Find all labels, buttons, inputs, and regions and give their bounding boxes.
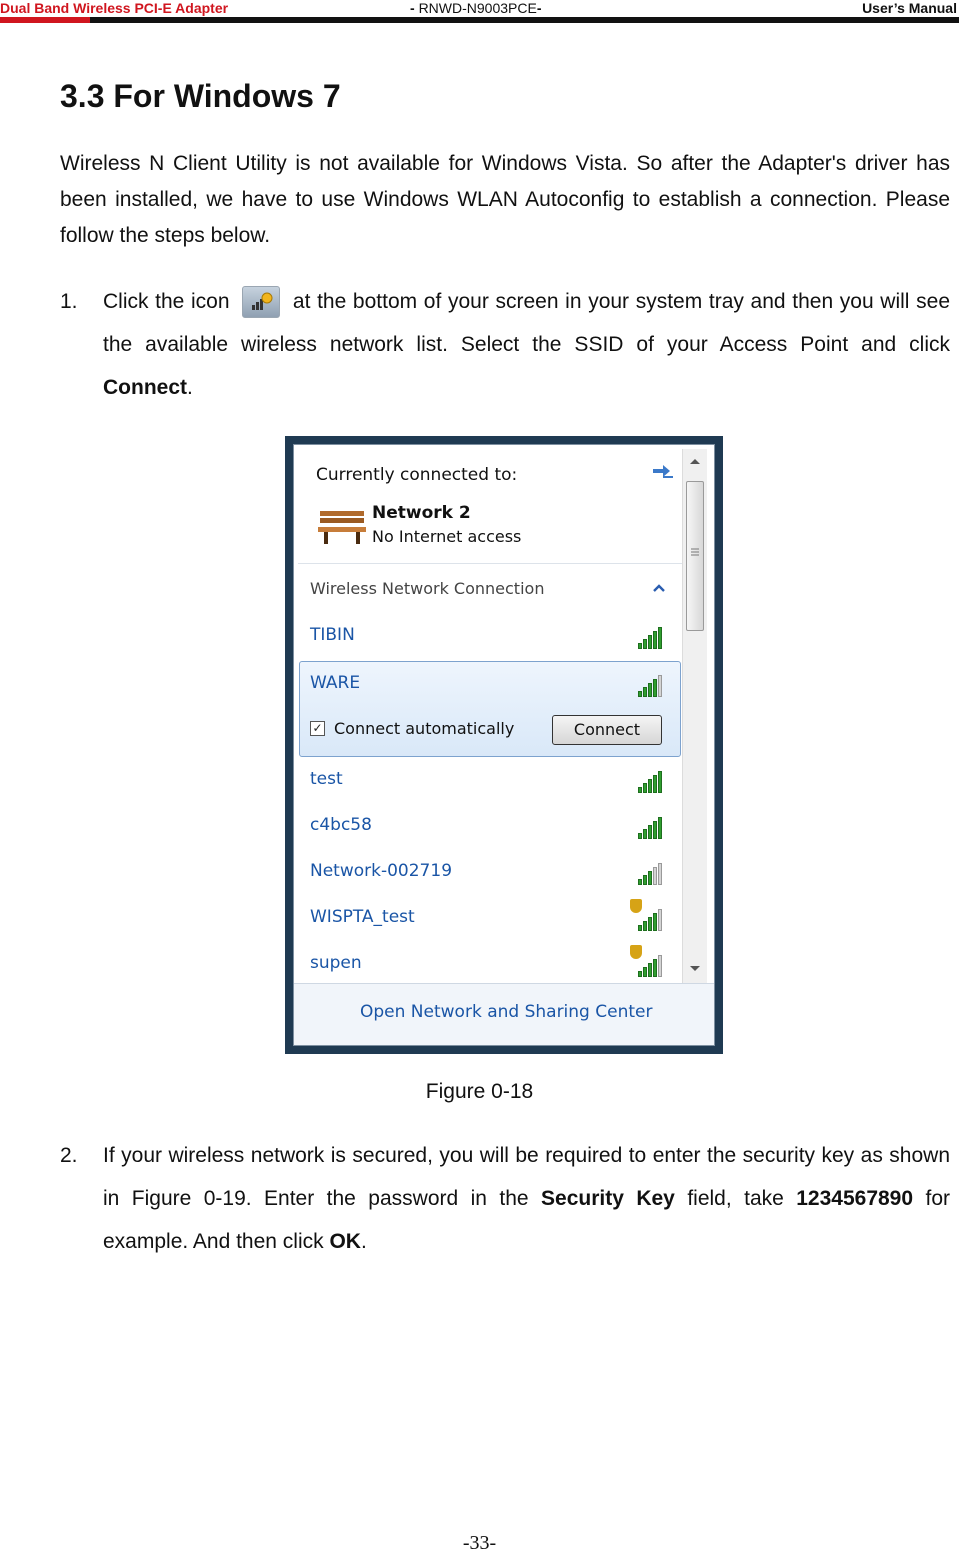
signal-bar (658, 627, 662, 649)
connected-network-name: Network 2 (372, 503, 471, 523)
signal-bar (658, 817, 662, 839)
header-red-bar (0, 17, 90, 23)
section-label: Wireless Network Connection (310, 579, 545, 598)
network-name[interactable]: WISPTA_test (310, 907, 415, 927)
grip-icon (691, 548, 699, 556)
signal-strength-icon (634, 857, 666, 885)
network-name[interactable]: TIBIN (310, 625, 355, 645)
signal-bar (643, 783, 647, 793)
signal-bar (638, 833, 642, 839)
scroll-up-icon[interactable] (689, 457, 701, 465)
connect-auto-label: Connect automatically (334, 719, 515, 738)
signal-strength-icon (634, 669, 666, 697)
signal-strength-icon (634, 811, 666, 839)
network-name[interactable]: WARE (310, 673, 361, 693)
signal-bar (648, 779, 652, 793)
wireless-tray-icon (242, 286, 280, 318)
signal-bar (638, 971, 642, 977)
signal-bar (653, 959, 657, 977)
collapse-chevron-icon[interactable] (652, 583, 666, 593)
step-2-text: If your wireless network is secured, you will be required to enter the security key as shown in Figure 0-19. Enter the password in the Security Key field, take 1234567890 for example. And then click OK. (103, 1144, 950, 1253)
connected-network-status: No Internet access (372, 527, 522, 546)
signal-bar (653, 821, 657, 839)
connect-auto-checkbox[interactable]: ✓ (310, 721, 325, 736)
page-number: -33- (462, 1532, 497, 1554)
network-name[interactable]: supen (310, 953, 362, 973)
signal-bar (638, 787, 642, 793)
header-model: - RNWD-N9003PCE- (410, 0, 542, 16)
step-1-text: Click the icon at the bottom of your screen in your system tray and then you will see the available wireless network list. Select the SSID of your Access Point and click Connect. (103, 280, 950, 409)
signal-strength-icon (634, 621, 666, 649)
divider (298, 563, 682, 564)
signal-bar (643, 639, 647, 649)
section-title: 3.3 For Windows 7 (60, 78, 341, 114)
signal-bar (653, 631, 657, 649)
signal-bar (643, 921, 647, 931)
signal-bar (658, 863, 662, 885)
signal-strength-icon (634, 765, 666, 793)
bench-icon (316, 503, 368, 547)
network-name[interactable]: Network-002719 (310, 861, 453, 881)
signal-bar (643, 967, 647, 977)
network-popup (293, 444, 715, 1046)
signal-bar (638, 925, 642, 931)
currently-connected-label: Currently connected to: (316, 465, 518, 485)
scroll-thumb[interactable] (686, 481, 704, 631)
signal-bar (653, 679, 657, 697)
security-shield-icon (630, 899, 642, 913)
page-header (0, 0, 959, 24)
network-name[interactable]: test (310, 769, 343, 789)
signal-bar (653, 867, 657, 885)
signal-bar (653, 775, 657, 793)
scroll-down-icon[interactable] (689, 965, 701, 973)
signal-bar (648, 635, 652, 649)
signal-bar (648, 825, 652, 839)
header-manual: User’s Manual (862, 0, 957, 16)
signal-bar (658, 909, 662, 931)
signal-bar (638, 643, 642, 649)
step-2-number: 2. (60, 1144, 78, 1167)
signal-bar (658, 955, 662, 977)
signal-bar (643, 829, 647, 839)
signal-bar (648, 871, 652, 885)
signal-bar (638, 879, 642, 885)
security-shield-icon (630, 945, 642, 959)
signal-bar (648, 917, 652, 931)
network-name[interactable]: c4bc58 (310, 815, 372, 835)
popup-footer (294, 983, 714, 1046)
step-1-number: 1. (60, 290, 78, 313)
signal-bar (658, 675, 662, 697)
refresh-icon[interactable] (650, 461, 676, 483)
open-network-center-link[interactable]: Open Network and Sharing Center (360, 1002, 653, 1022)
wireless-network-list-figure (285, 436, 723, 1054)
header-product: Dual Band Wireless PCI-E Adapter (0, 0, 229, 16)
scrollbar[interactable] (682, 449, 707, 983)
signal-bar (643, 875, 647, 885)
signal-bar (638, 691, 642, 697)
figure-caption: Figure 0-18 (425, 1080, 534, 1103)
header-black-bar (90, 17, 959, 23)
signal-bar (658, 771, 662, 793)
signal-bar (653, 913, 657, 931)
signal-bar (648, 963, 652, 977)
signal-bar (648, 683, 652, 697)
signal-bar (643, 687, 647, 697)
connect-button[interactable]: Connect (552, 715, 662, 745)
intro-paragraph: Wireless N Client Utility is not available for Windows Vista. So after the Adapter's driver has been installed, we have to use Windows WLAN Autoconfig to establish a connection. Please follow the steps below. (60, 152, 950, 247)
